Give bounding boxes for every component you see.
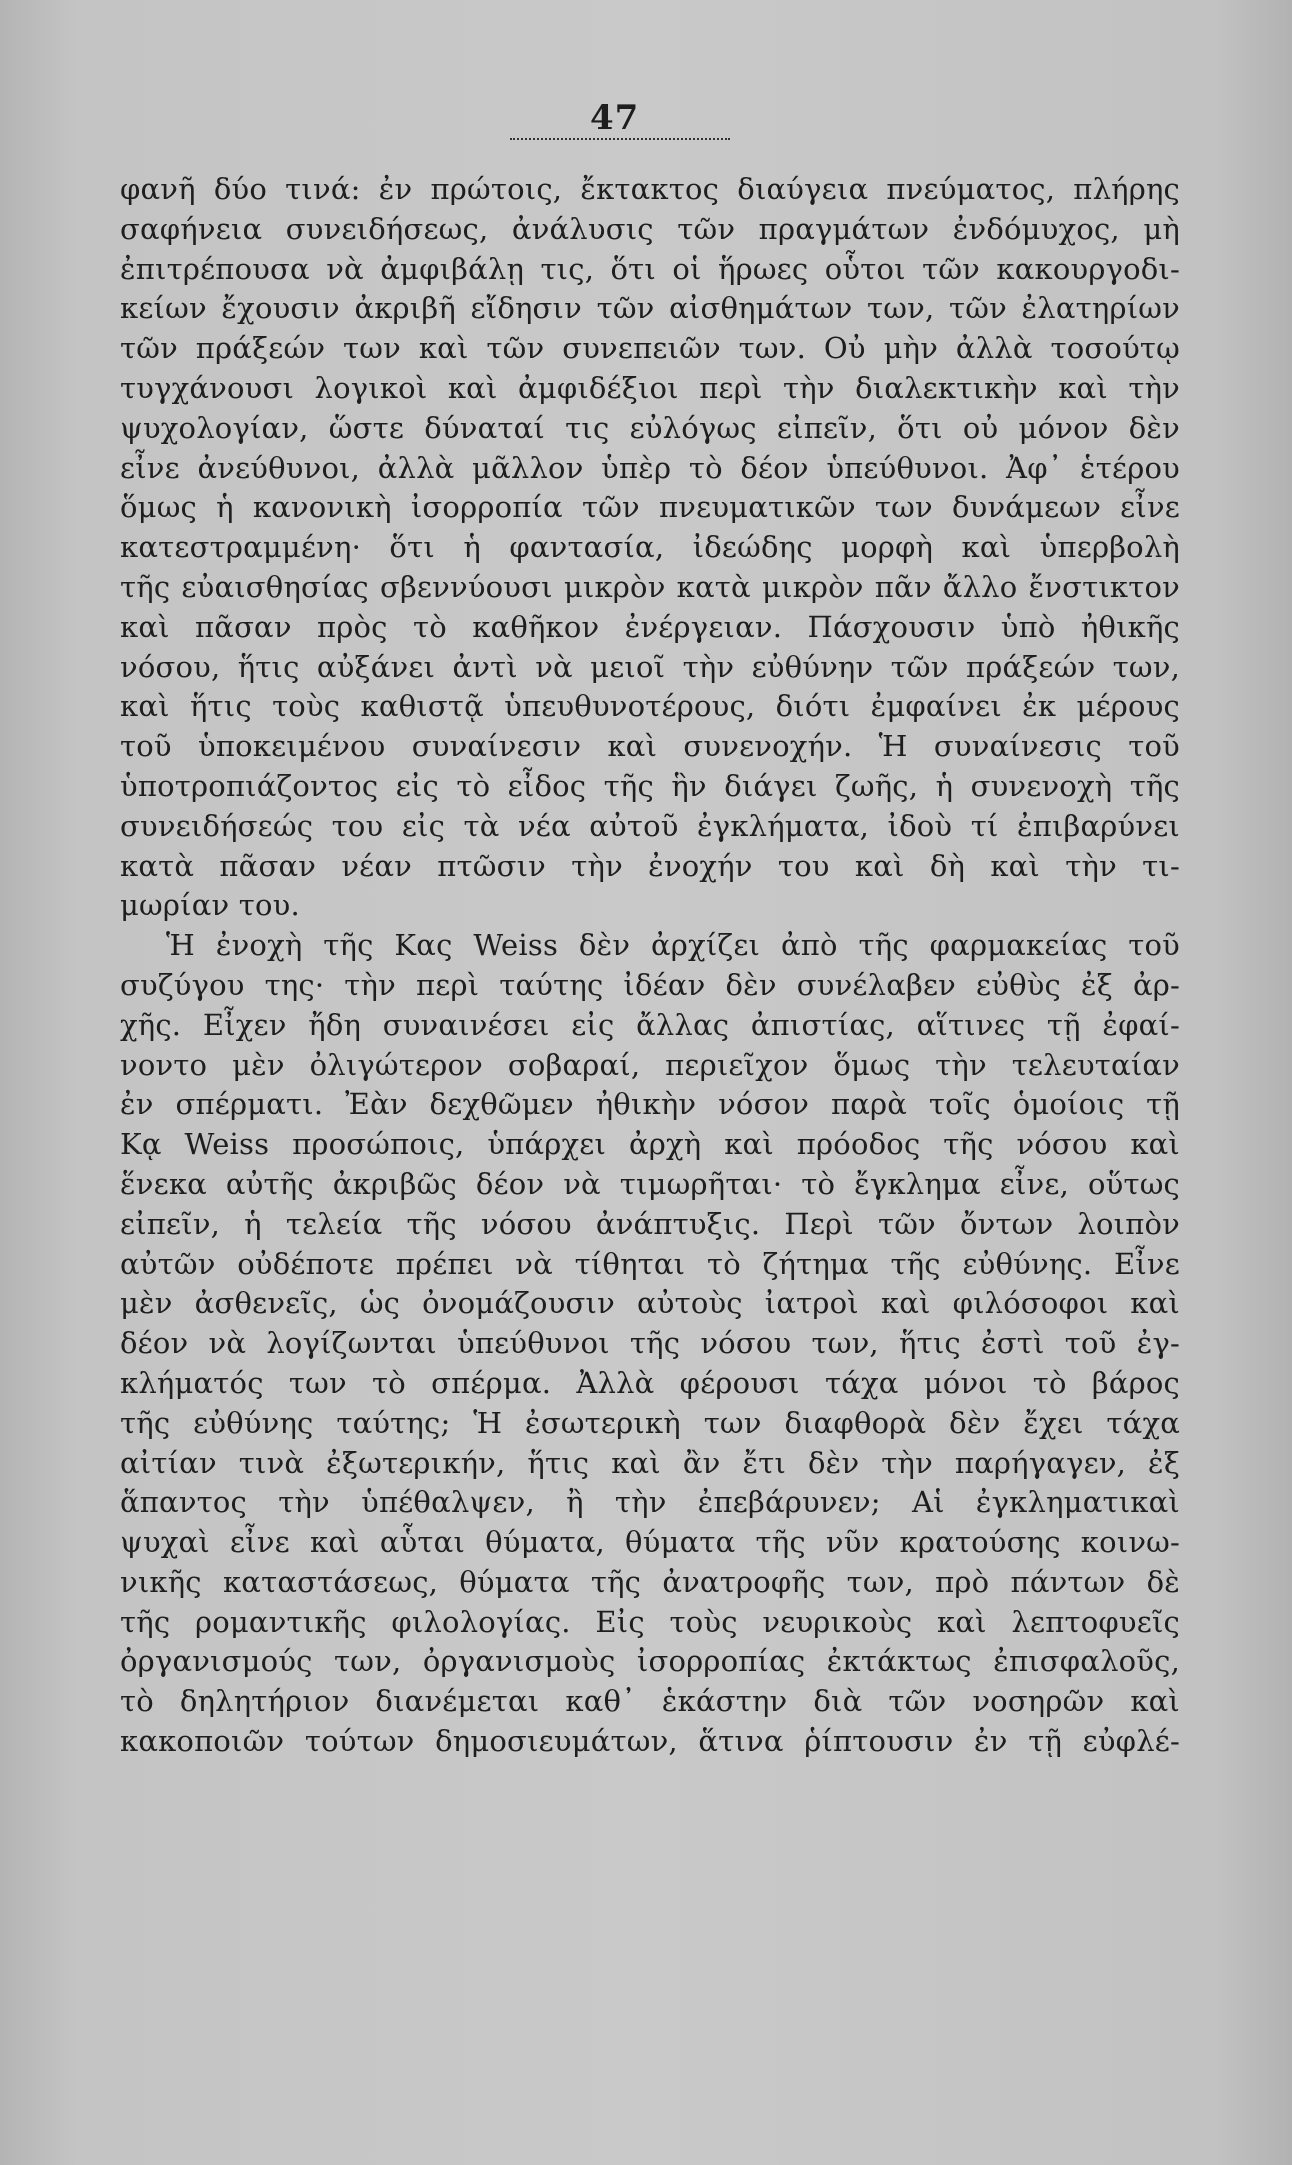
text-line: ἅπαντος τὴν ὑπέθαλψεν, ἢ τὴν ἐπεβάρυνεν; Αἱ ἐγκληματικαὶ [120,1485,1180,1520]
text-line: κατὰ πᾶσαν νέαν πτῶσιν τὴν ἐνοχήν του καὶ δὴ καὶ τὴν τι- [120,848,1180,883]
text-line: τῶν πράξεών των καὶ τῶν συνεπειῶν των. Οὐ μὴν ἀλλὰ τοσούτῳ [120,331,1180,366]
text-line: τὸ δηλητήριον διανέμεται καθ᾽ ἑκάστην διὰ τῶν νοσηρῶν καὶ [120,1684,1180,1719]
page-number: 47 [590,98,640,138]
text-line: ὑποτροπιάζοντος εἰς τὸ εἶδος τῆς ἣν διάγει ζωῆς, ἡ συνενοχὴ τῆς [120,768,1180,803]
text-line: κατεστραμμένη· ὅτι ἡ φαντασία, ἰδεώδης μορφὴ καὶ ὑπερβολὴ [120,530,1180,565]
text-line: ὀργανισμούς των, ὀργανισμοὺς ἰσορροπίας ἐκτάκτως ἐπισφαλοῦς, [120,1644,1180,1679]
text-line: κείων ἔχουσιν ἀκριβῆ εἴδησιν τῶν αἰσθημάτων των, τῶν ἐλατηρίων [120,291,1180,326]
text-line: νικῆς καταστάσεως, θύματα τῆς ἀνατροφῆς των, πρὸ πάντων δὲ [120,1564,1180,1599]
text-line: σαφήνεια συνειδήσεως, ἀνάλυσις τῶν πραγμάτων ἐνδόμυχος, μὴ [120,211,1180,246]
text-line: ὅμως ἡ κανονικὴ ἰσορροπία τῶν πνευματικῶν των δυνάμεων εἶνε [120,490,1180,525]
text-line: χῆς. Εἶχεν ἤδη συναινέσει εἰς ἄλλας ἀπιστίας, αἵτινες τῇ ἐφαί- [120,1007,1180,1042]
body-text [120,170,1180,1762]
text-line: κλήματός των τὸ σπέρμα. Ἀλλὰ φέρουσι τάχα μόνοι τὸ βάρος [120,1365,1180,1400]
text-line: ἐν σπέρματι. Ἐὰν δεχθῶμεν ἠθικὴν νόσον παρὰ τοῖς ὁμοίοις τῇ [120,1087,1180,1122]
text-line: καὶ πᾶσαν πρὸς τὸ καθῆκον ἐνέργειαν. Πάσχουσιν ὑπὸ ἠθικῆς [120,609,1180,644]
text-line: τῆς εὐθύνης ταύτης; Ἡ ἐσωτερικὴ των διαφθορὰ δὲν ἔχει τάχα [120,1405,1180,1440]
text-line: νοντο μὲν ὀλιγώτερον σοβαραί, περιεῖχον ὅμως τὴν τελευταίαν [120,1047,1180,1082]
text-line: μὲν ἀσθενεῖς, ὡς ὀνομάζουσιν αὐτοὺς ἰατροὶ καὶ φιλόσοφοι καὶ [120,1286,1180,1321]
text-line: τῆς εὐαισθησίας σβεννύουσι μικρὸν κατὰ μικρὸν πᾶν ἄλλο ἔνστικτον [120,569,1180,604]
text-line: αὐτῶν οὐδέποτε πρέπει νὰ τίθηται τὸ ζήτημα τῆς εὐθύνης. Εἶνε [120,1246,1180,1281]
text-line: εἶνε ἀνεύθυνοι, ἀλλὰ μᾶλλον ὑπὲρ τὸ δέον ὑπεύθυνοι. Ἀφ᾽ ἑτέρου [120,450,1180,485]
text-line: τοῦ ὑποκειμένου συναίνεσιν καὶ συνενοχήν. Ἡ συναίνεσις τοῦ [120,729,1180,764]
text-line: νόσου, ἥτις αὐξάνει ἀντὶ νὰ μειοῖ τὴν εὐθύνην τῶν πράξεών των, [120,649,1180,684]
page-number-rule [510,138,730,140]
text-line: τῆς ρομαντικῆς φιλολογίας. Εἰς τοὺς νευρικοὺς καὶ λεπτοφυεῖς [120,1604,1180,1639]
text-line: εἰπεῖν, ἡ τελεία τῆς νόσου ἀνάπτυξις. Περὶ τῶν ὄντων λοιπὸν [120,1206,1180,1241]
text-line: μωρίαν του. [120,888,300,923]
text-line: τυγχάνουσι λογικοὶ καὶ ἀμφιδέξιοι περὶ τὴν διαλεκτικὴν καὶ τὴν [120,370,1180,405]
text-line: Κᾳ Weiss προσώποις, ὑπάρχει ἀρχὴ καὶ πρόοδος τῆς νόσου καὶ [120,1127,1180,1162]
text-line: ψυχολογίαν, ὥστε δύναταί τις εὐλόγως εἰπεῖν, ὅτι οὐ μόνον δὲν [120,410,1180,445]
text-line: συνειδήσεώς του εἰς τὰ νέα αὐτοῦ ἐγκλήματα, ἰδοὺ τί ἐπιβαρύνει [120,808,1180,843]
text-line: κακοποιῶν τούτων δημοσιευμάτων, ἅτινα ῥίπτουσιν ἐν τῇ εὐφλέ- [120,1724,1180,1759]
text-line: φανῆ δύο τινά: ἐν πρώτοις, ἔκτακτος διαύγεια πνεύματος, πλήρης [120,172,1180,206]
text-line: ψυχαὶ εἶνε καὶ αὗται θύματα, θύματα τῆς νῦν κρατούσης κοινω- [120,1525,1180,1560]
text-line: ἐπιτρέπουσα νὰ ἀμφιβάλῃ τις, ὅτι οἱ ἥρωες οὗτοι τῶν κακουργοδι- [120,251,1180,286]
text-line: Ἡ ἐνοχὴ τῆς Κας Weiss δὲν ἀρχίζει ἀπὸ τῆς φαρμακείας τοῦ [166,928,1180,963]
text-line: αἰτίαν τινὰ ἐξωτερικήν, ἥτις καὶ ἂν ἔτι δὲν τὴν παρήγαγεν, ἐξ [120,1445,1180,1480]
text-line: δέον νὰ λογίζωνται ὑπεύθυνοι τῆς νόσου των, ἥτις ἐστὶ τοῦ ἐγ- [120,1326,1180,1361]
text-line: ἕνεκα αὐτῆς ἀκριβῶς δέον νὰ τιμωρῆται· τὸ ἔγκλημα εἶνε, οὕτως [120,1166,1180,1201]
text-line: καὶ ἥτις τοὺς καθιστᾷ ὑπευθυνοτέρους, διότι ἐμφαίνει ἐκ μέρους [120,689,1180,724]
text-line: συζύγου της· τὴν περὶ ταύτης ἰδέαν δὲν συνέλαβεν εὐθὺς ἐξ ἀρ- [120,967,1180,1002]
